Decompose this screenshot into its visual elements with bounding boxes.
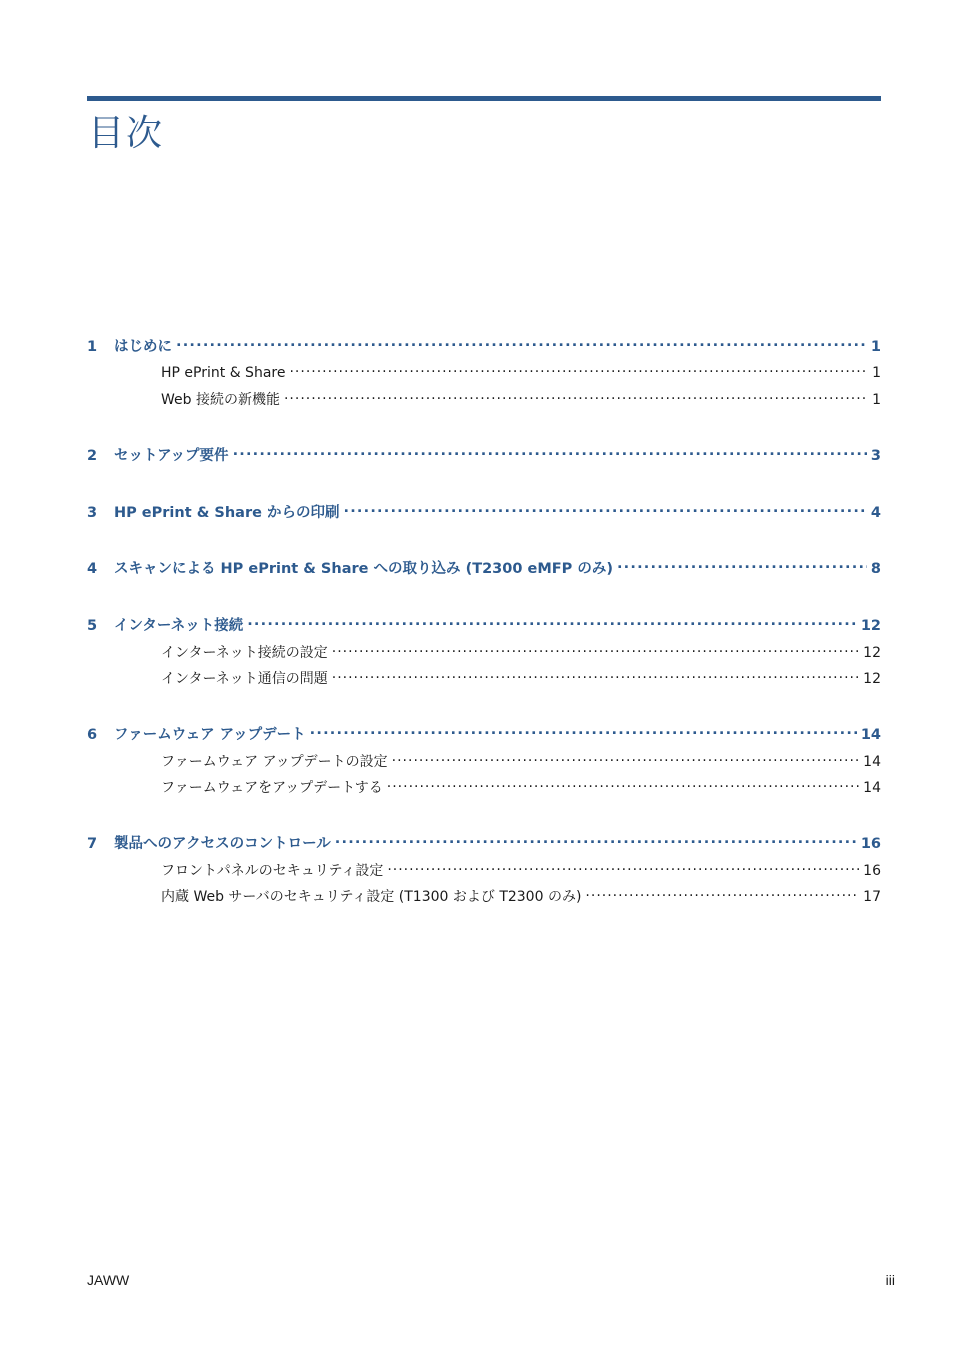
toc-leader	[343, 503, 866, 517]
toc-leader	[617, 559, 867, 573]
toc-page-number: 16	[863, 863, 881, 879]
toc-page-number: 14	[863, 780, 881, 796]
toc-chapter-title: ファームウェア アップデート	[114, 727, 306, 743]
toc-leader	[387, 778, 859, 792]
toc-chapter-number: 4	[87, 561, 98, 577]
toc-chapter-title: セットアップ要件	[114, 448, 229, 464]
toc-page-number: 16	[860, 836, 881, 852]
toc-chapter-number: 3	[87, 505, 98, 521]
toc-chapter-title: はじめに	[114, 339, 172, 355]
toc-page-number: 12	[863, 645, 881, 661]
toc-leader	[247, 616, 857, 630]
toc-chapter-4[interactable]	[87, 557, 881, 579]
toc-leader	[310, 725, 857, 739]
footer-doc-id: JAWW	[87, 1272, 130, 1288]
header-rule	[87, 96, 881, 101]
toc-section-title: HP ePrint & Share	[161, 365, 286, 381]
toc-page-number: 14	[860, 727, 881, 743]
toc-page-number: 1	[870, 339, 881, 355]
toc-leader	[284, 390, 868, 404]
toc-section[interactable]	[87, 886, 881, 908]
toc-chapter-number: 2	[87, 448, 98, 464]
toc-section[interactable]	[87, 668, 881, 690]
toc-chapter-6[interactable]	[87, 723, 881, 745]
toc-section[interactable]	[87, 860, 881, 882]
toc-chapter-title: HP ePrint & Share からの印刷	[114, 505, 340, 521]
toc-leader	[392, 752, 860, 766]
toc-leader	[289, 363, 868, 377]
toc-section[interactable]	[87, 642, 881, 664]
toc-chapter-title: 製品へのアクセスのコントロール	[114, 836, 331, 852]
footer-page-number: iii	[885, 1272, 895, 1288]
toc-section-title: Web 接続の新機能	[161, 392, 280, 408]
toc-chapter-number: 7	[87, 836, 98, 852]
toc-section-title: 内蔵 Web サーバのセキュリティ設定 (T1300 および T2300 のみ)	[161, 889, 582, 905]
toc-chapter-number: 6	[87, 727, 98, 743]
toc-section[interactable]	[87, 363, 881, 385]
page-title: 目次	[88, 113, 165, 154]
toc-leader	[387, 861, 859, 875]
toc-section-title: フロントパネルのセキュリティ設定	[161, 863, 384, 879]
toc-chapter-number: 5	[87, 618, 98, 634]
toc-page-number: 8	[870, 561, 881, 577]
toc-page-number: 14	[863, 754, 881, 770]
toc-page-number: 12	[863, 671, 881, 687]
toc-section-title: インターネット接続の設定	[161, 645, 328, 661]
toc-chapter-3[interactable]	[87, 501, 881, 523]
toc-leader	[585, 887, 859, 901]
toc-section-title: インターネット通信の問題	[161, 671, 328, 687]
toc-page-number: 1	[872, 365, 881, 381]
toc-page-number: 1	[872, 392, 881, 408]
toc-chapter-5[interactable]	[87, 614, 881, 636]
toc-page-number: 17	[863, 889, 881, 905]
toc-page-number: 3	[870, 448, 881, 464]
toc-section-title: ファームウェアをアップデートする	[161, 780, 383, 796]
toc-section-title: ファームウェア アップデートの設定	[161, 754, 388, 770]
toc-section[interactable]	[87, 751, 881, 773]
toc-leader	[335, 834, 857, 848]
toc-section[interactable]	[87, 777, 881, 799]
toc-chapter-number: 1	[87, 339, 98, 355]
toc-chapter-title: スキャンによる HP ePrint & Share への取り込み (T2300 eMFP のみ)	[114, 561, 613, 577]
toc-page-number: 12	[860, 618, 881, 634]
toc-leader	[332, 669, 859, 683]
toc-chapter-title: インターネット接続	[114, 618, 244, 634]
toc-page-number: 4	[870, 505, 881, 521]
toc-leader	[233, 446, 867, 460]
toc-chapter-2[interactable]	[87, 444, 881, 466]
toc-section[interactable]	[87, 389, 881, 411]
toc-leader	[332, 643, 859, 657]
toc-leader	[176, 337, 867, 351]
toc-chapter-1[interactable]	[87, 335, 881, 357]
toc-chapter-7[interactable]	[87, 832, 881, 854]
